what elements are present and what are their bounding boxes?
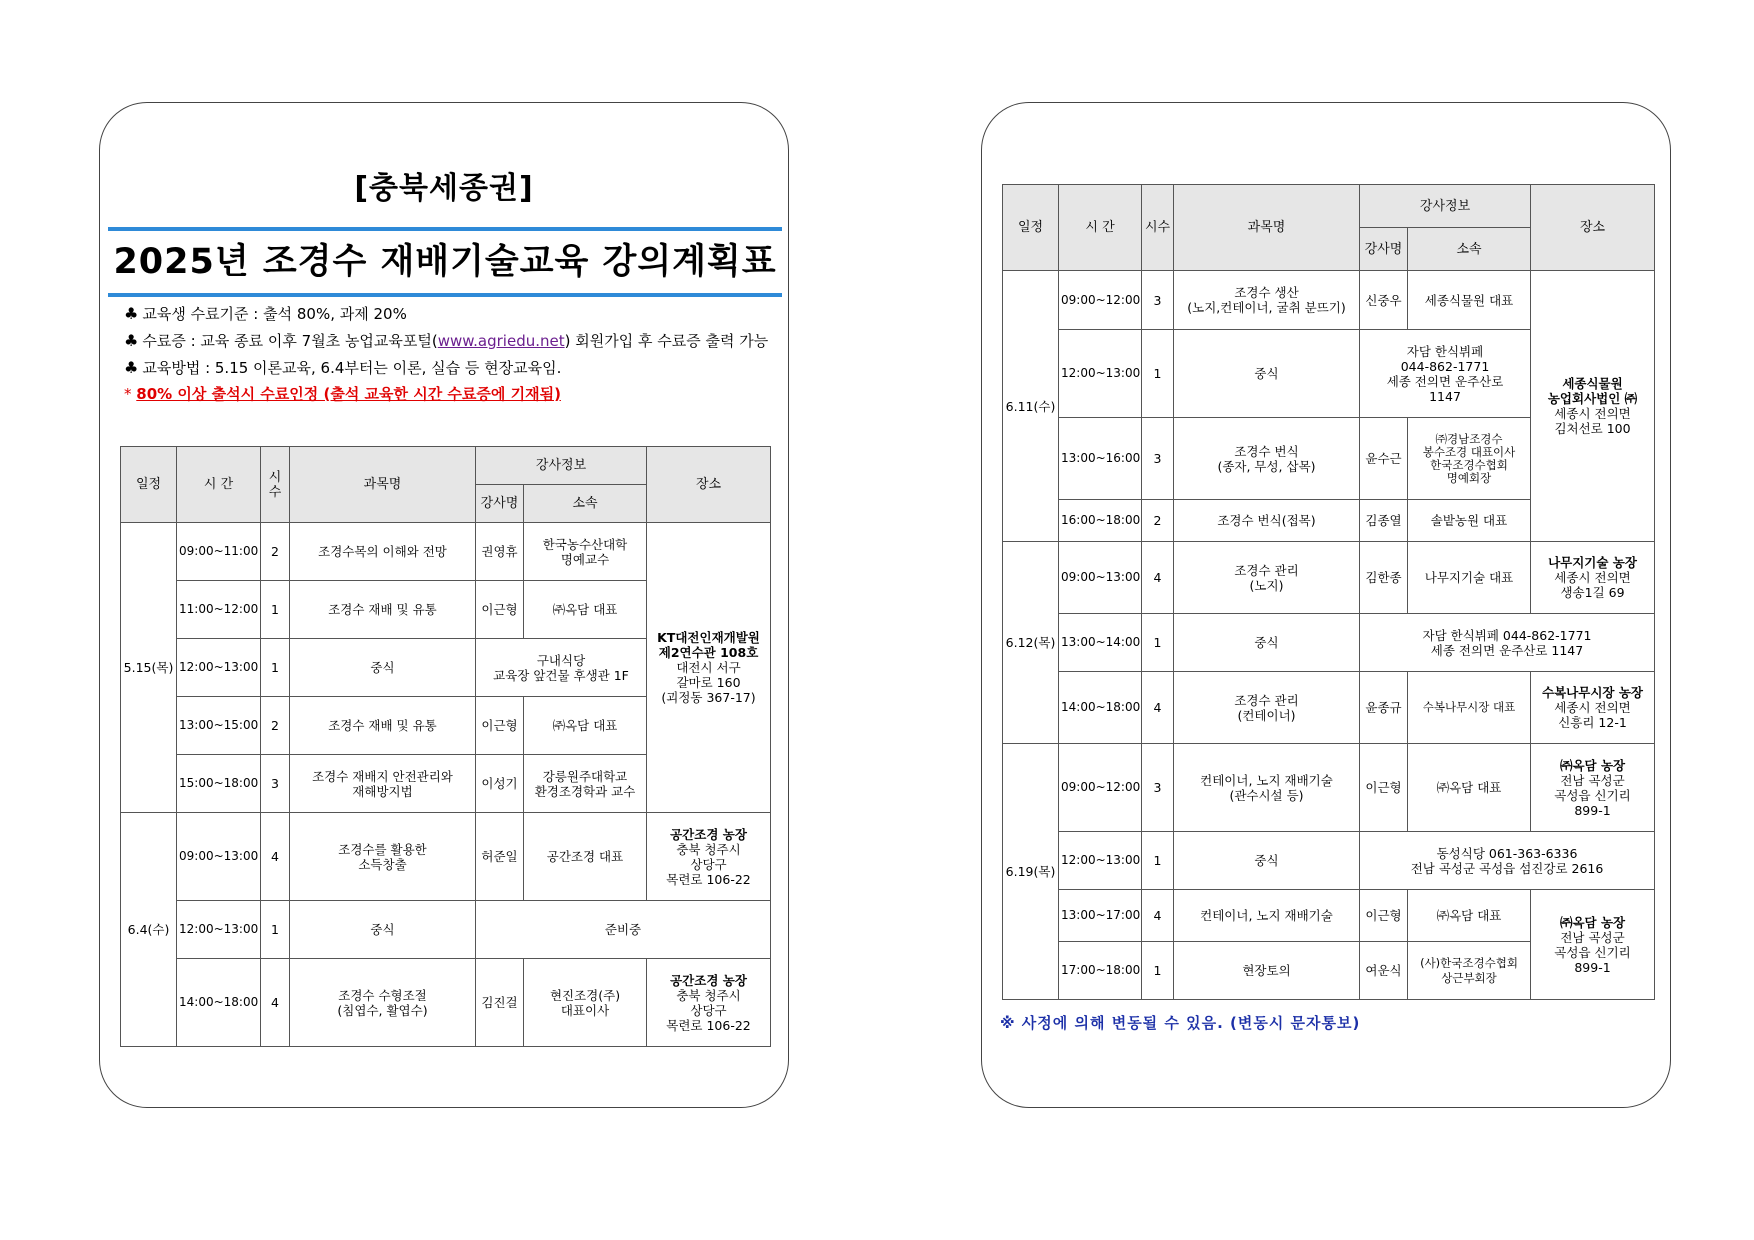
table-row: 11:00~12:00 1 조경수 재배 및 유통 이근형 ㈜옥담 대표 <box>121 581 771 639</box>
header-place: 장소 <box>647 447 771 523</box>
table-row: 16:00~18:00 2 조경수 번식(접목) 김종열 솔밭농원 대표 <box>1003 500 1655 542</box>
place-cell: 세종식물원 농업회사법인 ㈜ 세종시 전의면 김처선로 100 <box>1531 271 1655 542</box>
note-certificate: ♣ 수료증 : 교육 종료 이후 7월초 농업교육포털(www.agriedu.net) 회원가입 후 수료증 출력 가능 <box>124 331 769 350</box>
table-row: 5.15(목) 09:00~11:00 2 조경수목의 이해와 전망 권영휴 한국농수산대학 명예교수 KT대전인재개발원 제2연수관 108호 대전시 서구 갈마로 160 (괴정동 367-17) <box>121 523 771 581</box>
header-date: 일정 <box>1003 185 1059 271</box>
left-page-card <box>99 102 789 1108</box>
table-header-row <box>121 447 771 485</box>
date-cell: 5.15(목) <box>121 523 177 813</box>
header-date: 일정 <box>121 447 177 523</box>
table-row: 12:00~13:00 1 중식 준비중 <box>121 901 771 959</box>
table-row: 13:00~16:00 3 조경수 번식 (종자, 무성, 삽목) 윤수근 ㈜경남조경수 봉수조경 대표이사 한국조경수협회 명예회장 <box>1003 418 1655 500</box>
place-cell: KT대전인재개발원 제2연수관 108호 대전시 서구 갈마로 160 (괴정동 367-17) <box>647 523 771 813</box>
table-row: 12:00~13:00 1 중식 구내식당 교육장 앞건물 후생관 1F <box>121 639 771 697</box>
note-completion-criteria: ♣ 교육생 수료기준 : 출석 80%, 과제 20% <box>124 304 407 323</box>
table-row: 13:00~15:00 2 조경수 재배 및 유통 이근형 ㈜옥담 대표 <box>121 697 771 755</box>
date-cell: 6.4(수) <box>121 813 177 1047</box>
table-row: 14:00~18:00 4 조경수 수형조절 (침엽수, 활엽수) 김진걸 현진조경(주) 대표이사 공간조경 농장 충북 청주시 상당구 목련로 106-22 <box>121 959 771 1047</box>
table-header-row <box>1003 185 1655 228</box>
main-title-bar <box>108 227 782 297</box>
agriedu-link[interactable]: www.agriedu.net <box>437 332 565 350</box>
club-icon: ♣ <box>124 358 139 377</box>
note-method: ♣ 교육방법 : 5.15 이론교육, 6.4부터는 이론, 실습 등 현장교육임. <box>124 358 562 377</box>
header-instructor: 강사정보 <box>1360 185 1531 228</box>
club-icon: ♣ <box>124 304 139 323</box>
main-title: 2025년 조경수 재배기술교육 강의계획표 <box>113 242 777 282</box>
schedule-table-right <box>1002 184 1655 1000</box>
header-subject: 과목명 <box>290 447 476 523</box>
header-hours: 시수 <box>261 447 290 523</box>
date-cell: 6.11(수) <box>1003 271 1059 542</box>
club-icon: ♣ <box>124 331 139 350</box>
table-row: 13:00~14:00 1 중식 자담 한식뷔페 044-862-1771 세종 전의면 운주산로 1147 <box>1003 614 1655 672</box>
table-row: 6.4(수) 09:00~13:00 4 조경수를 활용한 소득창출 허준일 공간조경 대표 공간조경 농장 충북 청주시 상당구 목련로 106-22 <box>121 813 771 901</box>
header-time: 시 간 <box>177 447 261 523</box>
table-row: 6.12(목) 09:00~13:00 4 조경수 관리 (노지) 김한종 나무지기술 대표 나무지기술 농장 세종시 전의면 생송1길 69 <box>1003 542 1655 614</box>
region-title: [충북세종권] <box>354 171 534 206</box>
header-subject: 과목명 <box>1174 185 1360 271</box>
notes-list <box>124 300 778 408</box>
table-row: 14:00~18:00 4 조경수 관리 (컨테이너) 윤종규 수복나무시장 대표 수복나무시장 농장 세종시 전의면 신흥리 12-1 <box>1003 672 1655 744</box>
table-row: 12:00~13:00 1 중식 동성식당 061-363-6336 전남 곡성군 곡성읍 섬진강로 2616 <box>1003 832 1655 890</box>
header-hours: 시수 <box>1142 185 1174 271</box>
date-cell: 6.12(목) <box>1003 542 1059 744</box>
table-row: 6.11(수) 09:00~12:00 3 조경수 생산 (노지,컨테이너, 굴취 분뜨기) 신중우 세종식물원 대표 세종식물원 농업회사법인 ㈜ 세종시 전의면 김처선로 100 <box>1003 271 1655 330</box>
header-affil: 소속 <box>524 485 647 523</box>
header-name: 강사명 <box>1360 228 1408 271</box>
header-name: 강사명 <box>476 485 524 523</box>
change-notice: ※ 사정에 의해 변동될 수 있음. (변동시 문자통보) <box>1000 1014 1361 1032</box>
header-instructor: 강사정보 <box>476 447 647 485</box>
note-attendance: * 80% 이상 출석시 수료인정 (출석 교육한 시간 수료증에 기재됨) <box>124 385 561 403</box>
table-row: 12:00~13:00 1 중식 자담 한식뷔페 044-862-1771 세종 전의면 운주산로 1147 <box>1003 330 1655 418</box>
schedule-table-left <box>120 446 771 1047</box>
right-page-card <box>981 102 1671 1108</box>
header-place: 장소 <box>1531 185 1655 271</box>
date-cell: 6.19(목) <box>1003 744 1059 1000</box>
table-row: 6.19(목) 09:00~12:00 3 컨테이너, 노지 재배기술 (관수시설 등) 이근형 ㈜옥담 대표 ㈜옥담 농장 전남 곡성군 곡성읍 신기리 899-1 <box>1003 744 1655 832</box>
header-affil: 소속 <box>1408 228 1531 271</box>
table-row: 17:00~18:00 1 현장토의 여운식 (사)한국조경수협회 상근부회장 <box>1003 942 1655 1000</box>
header-time: 시 간 <box>1059 185 1142 271</box>
table-row: 15:00~18:00 3 조경수 재배지 안전관리와 재해방지법 이성기 강릉원주대학교 환경조경학과 교수 <box>121 755 771 813</box>
table-row: 13:00~17:00 4 컨테이너, 노지 재배기술 이근형 ㈜옥담 대표 ㈜옥담 농장 전남 곡성군 곡성읍 신기리 899-1 <box>1003 890 1655 942</box>
